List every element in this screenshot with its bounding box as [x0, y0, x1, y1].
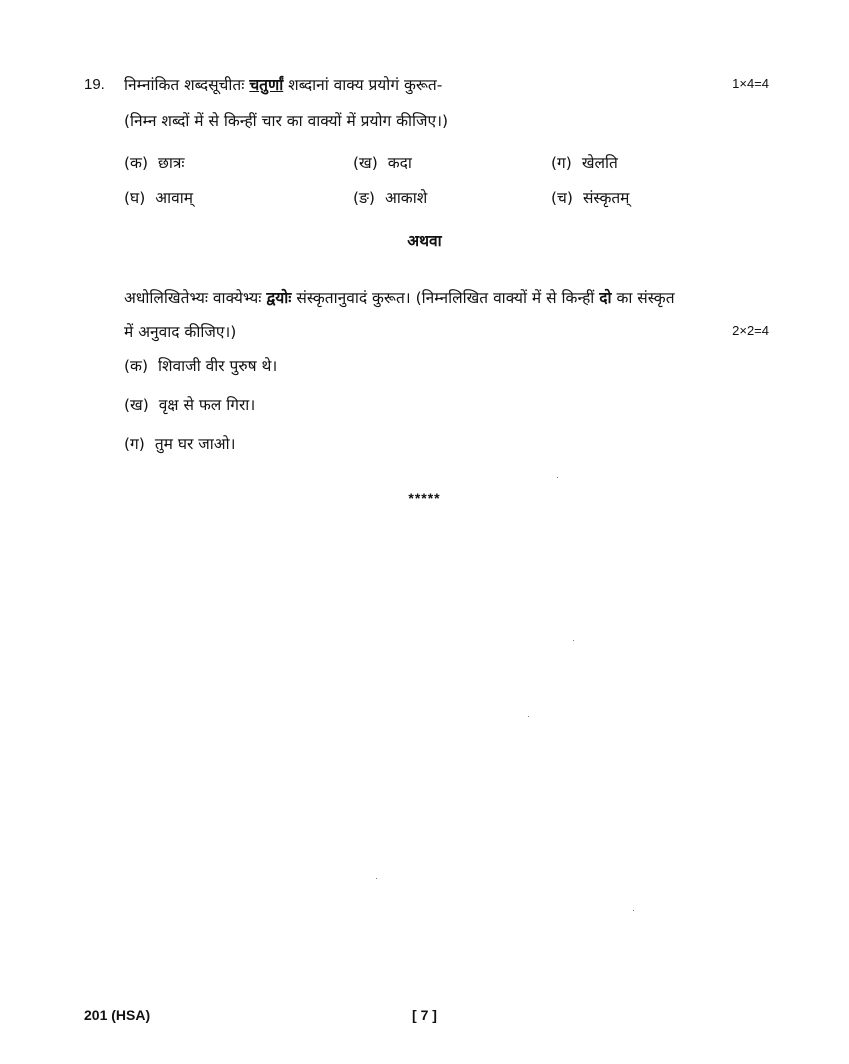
instruction-text-post: शब्दानां वाक्य प्रयोगं कुरूत-: [288, 76, 443, 94]
page-number: [ 7 ]: [412, 1007, 437, 1023]
end-marker: *****: [408, 490, 441, 506]
sentence-label: (ख): [124, 396, 149, 414]
question-instruction-hindi: (निम्न शब्दों में से किन्हीं चार का वाक्यों में प्रयोग कीजिए।): [124, 112, 449, 130]
option-text: कदा: [387, 154, 412, 172]
option-ga: [551, 151, 618, 173]
option-text: छात्रः: [158, 154, 185, 172]
alternative-marks: 2×2=4: [732, 323, 769, 338]
scan-speck: [573, 640, 574, 641]
sentence-label: (क): [124, 357, 148, 375]
option-cha: [551, 186, 629, 208]
option-text: आकाशे: [384, 189, 428, 207]
option-label: (च): [551, 189, 573, 207]
alternative-instruction-cont: में अनुवाद कीजिए।): [124, 323, 237, 341]
option-label: (घ): [124, 189, 146, 207]
sentence-text: वृक्ष से फल गिरा।: [158, 396, 256, 414]
sentence-kha: [124, 393, 255, 415]
sentence-label: (ग): [124, 435, 145, 453]
question-instruction-sanskrit: [124, 73, 442, 95]
question-marks: 1×4=4: [732, 76, 769, 91]
option-label: (ख): [353, 154, 378, 172]
sentence-text: तुम घर जाओ।: [154, 435, 236, 453]
option-text: संस्कृतम्: [582, 189, 630, 207]
or-heading: अथवा: [407, 232, 442, 250]
option-text: खेलति: [581, 154, 618, 172]
question-number: 19.: [84, 76, 105, 93]
sentence-ka: [124, 354, 277, 376]
option-text: आवाम्: [155, 189, 194, 207]
option-nga: [353, 186, 427, 208]
instruction-emphasis: चतुर्णां: [249, 76, 284, 94]
alt-text-post: का संस्कृत: [616, 289, 675, 307]
alt-emphasis: द्वयोः: [266, 289, 292, 307]
scan-speck: [376, 878, 377, 879]
option-label: (क): [124, 154, 148, 172]
sentence-text: शिवाजी वीर पुरुष थे।: [158, 357, 278, 375]
option-gha: [124, 186, 193, 208]
scan-speck: [557, 477, 558, 478]
option-kha: [353, 151, 412, 173]
option-label: (ङ): [353, 189, 375, 207]
scan-speck: [528, 716, 529, 717]
option-ka: [124, 151, 185, 173]
sentence-ga: [124, 432, 236, 454]
alternative-instruction: [124, 286, 675, 308]
alt-text-mid: संस्कृतानुवादं कुरूत। (निम्नलिखित वाक्यों में से किन्हीं: [296, 289, 595, 307]
paper-code: 201 (HSA): [84, 1007, 151, 1023]
alt-emphasis-2: दो: [599, 289, 612, 307]
option-label: (ग): [551, 154, 572, 172]
alt-text-pre: अधोलिखितेभ्यः वाक्येभ्यः: [124, 289, 262, 307]
instruction-text-pre: निम्नांकित शब्दसूचीतः: [124, 76, 245, 94]
scan-speck: [633, 910, 634, 911]
